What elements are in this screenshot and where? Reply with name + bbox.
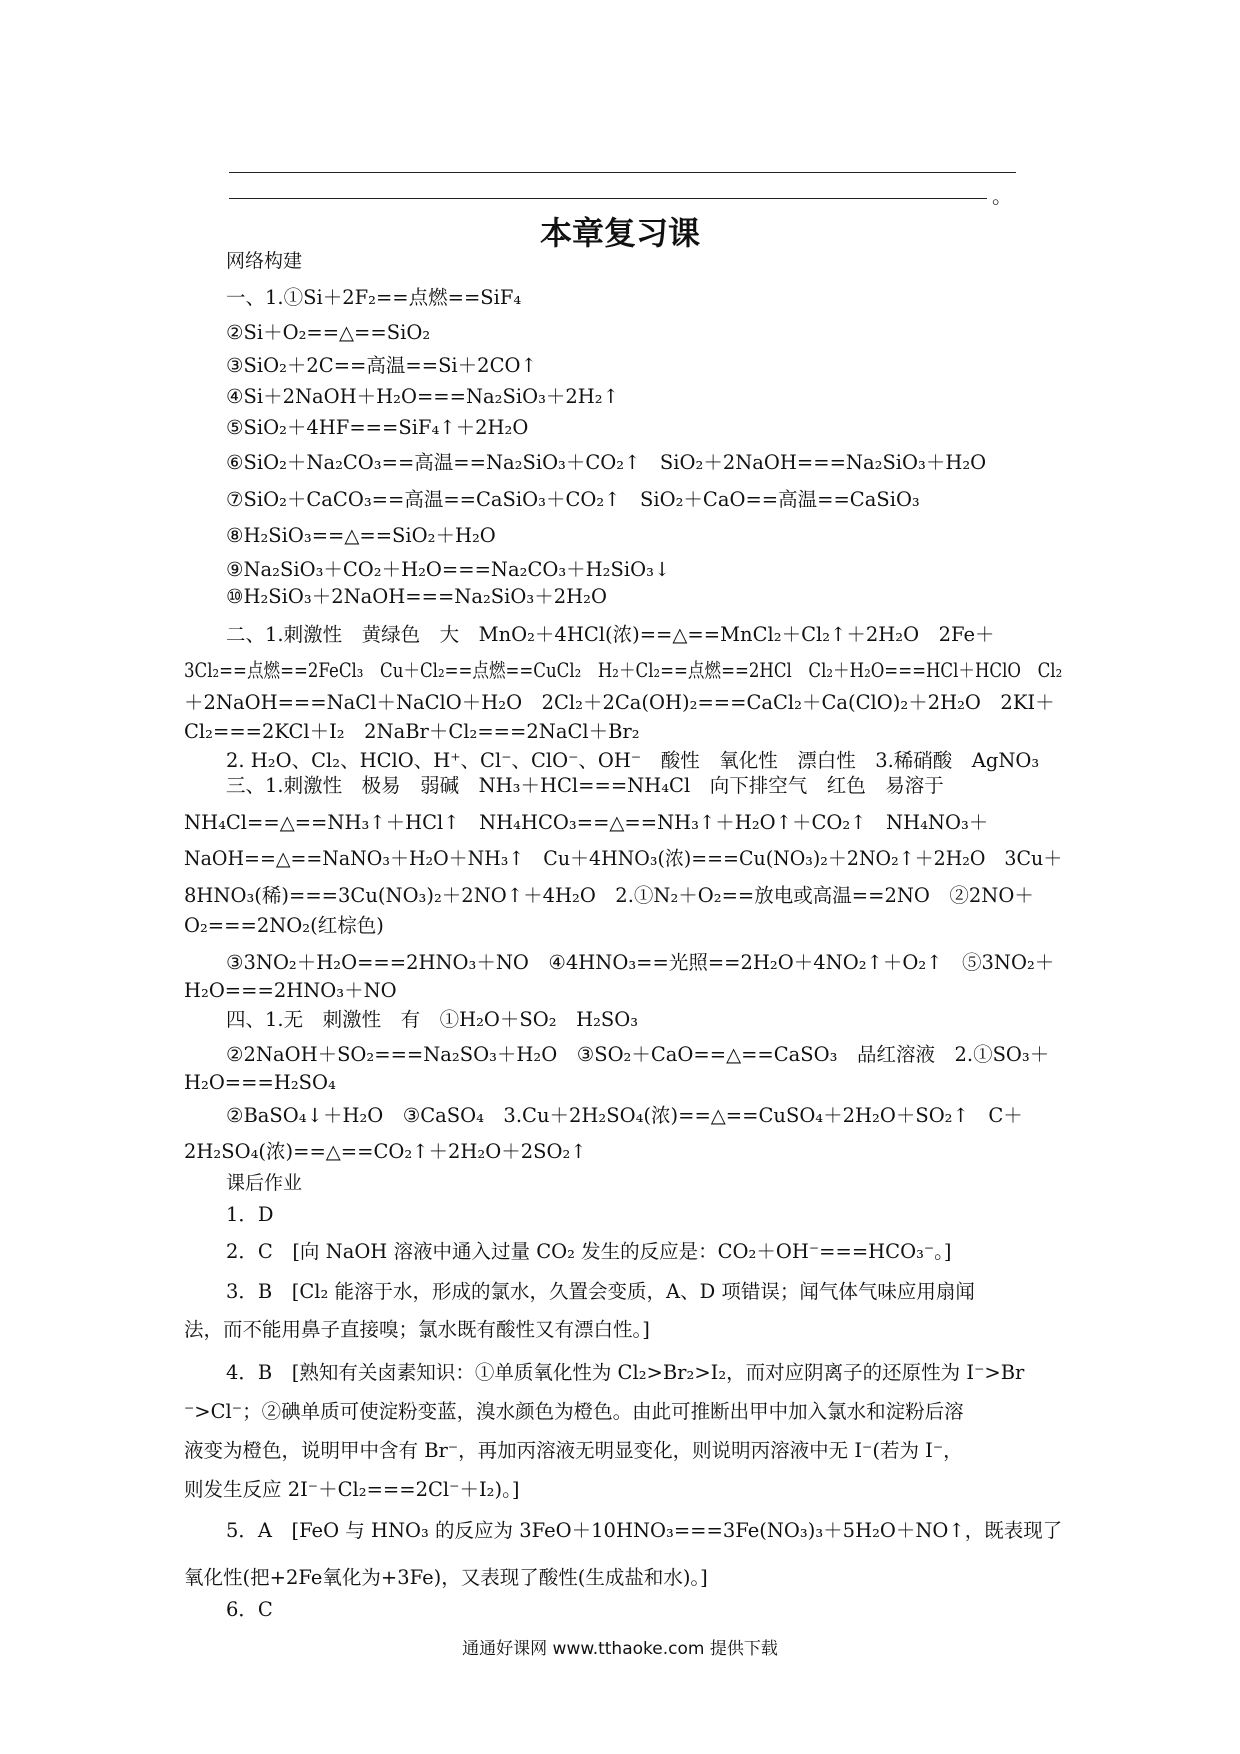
content-line: O₂===2NO₂(红棕色) <box>184 914 384 937</box>
answer-line: 氧化性(把+2Fe氧化为+3Fe)，又表现了酸性(生成盐和水)。] <box>184 1566 708 1589</box>
answer-line: 2．C [向 NaOH 溶液中通入过量 CO₂ 发生的反应是：CO₂＋OH⁻===HCO₃⁻。] <box>226 1240 952 1263</box>
section-label-network: 网络构建 <box>226 250 303 272</box>
content-line: 一、1.①Si＋2F₂==点燃==SiF₄ <box>226 286 522 309</box>
content-line: Cl₂===2KCl＋I₂ 2NaBr＋Cl₂===2NaCl＋Br₂ <box>184 720 640 743</box>
section-label-homework: 课后作业 <box>226 1172 303 1194</box>
content-line: 3Cl₂==点燃==2FeCl₃ Cu＋Cl₂==点燃==CuCl₂ H₂＋Cl₂==点燃==2HCl Cl₂＋H₂O===HCl＋HClO Cl₂ <box>184 659 1063 682</box>
content-line: NaOH==△==NaNO₃＋H₂O＋NH₃↑ Cu＋4HNO₃(浓)===Cu(NO₃)₂＋2NO₂↑＋2H₂O 3Cu＋ <box>184 847 1063 870</box>
content-line: 2H₂SO₄(浓)==△==CO₂↑＋2H₂O＋2SO₂↑ <box>184 1140 587 1163</box>
content-line: ③3NO₂＋H₂O===2HNO₃＋NO ④4HNO₃==光照==2H₂O＋4NO₂↑＋O₂↑ ⑤3NO₂＋ <box>226 951 1055 974</box>
answer-line: 6．C <box>226 1598 273 1621</box>
answer-line: 5．A [FeO 与 HNO₃ 的反应为 3FeO＋10HNO₃===3Fe(NO₃)₃＋5H₂O＋NO↑，既表现了 <box>226 1519 1063 1542</box>
content-line: ⑧H₂SiO₃==△==SiO₂＋H₂O <box>226 524 496 547</box>
content-line: H₂O===H₂SO₄ <box>184 1071 336 1094</box>
content-line: ＋2NaOH===NaCl＋NaClO＋H₂O 2Cl₂＋2Ca(OH)₂===CaCl₂＋Ca(ClO)₂＋2H₂O 2KI＋ <box>184 691 1055 714</box>
answer-line: 3．B [Cl₂ 能溶于水，形成的氯水，久置会变质，A、D 项错误；闻气体气味应用扇闻 <box>226 1280 975 1303</box>
content-line: ⑨Na₂SiO₃＋CO₂＋H₂O===Na₂CO₃＋H₂SiO₃↓ <box>226 558 671 581</box>
content-line: 2. H₂O、Cl₂、HClO、H⁺、Cl⁻、ClO⁻、OH⁻ 酸性 氧化性 漂白性 3.稀硝酸 AgNO₃ <box>226 749 1040 772</box>
content-line: ②BaSO₄↓＋H₂O ③CaSO₄ 3.Cu＋2H₂SO₄(浓)==△==CuSO₄＋2H₂O＋SO₂↑ C＋ <box>226 1104 1023 1127</box>
answer-line: 4．B [熟知有关卤素知识：①单质氧化性为 Cl₂>Br₂>I₂，而对应阴离子的还原性为 I⁻>Br <box>226 1361 1025 1384</box>
content-line: 四、1.无 刺激性 有 ①H₂O＋SO₂ H₂SO₃ <box>226 1008 639 1031</box>
answer-blank-line-2 <box>229 198 987 199</box>
content-line: ③SiO₂＋2C==高温==Si＋2CO↑ <box>226 354 537 377</box>
content-line: ⑤SiO₂＋4HF===SiF₄↑＋2H₂O <box>226 416 529 439</box>
content-line: ⑥SiO₂＋Na₂CO₃==高温==Na₂SiO₃＋CO₂↑ SiO₂＋2NaOH===Na₂SiO₃＋H₂O <box>226 451 987 474</box>
content-line: H₂O===2HNO₃＋NO <box>184 979 397 1002</box>
end-mark: 。 <box>992 184 1012 208</box>
content-line: ②Si＋O₂==△==SiO₂ <box>226 321 431 344</box>
content-line: ②2NaOH＋SO₂===Na₂SO₃＋H₂O ③SO₂＋CaO==△==CaSO₃ 品红溶液 2.①SO₃＋ <box>226 1043 1050 1066</box>
content-line: ⑦SiO₂＋CaCO₃==高温==CaSiO₃＋CO₂↑ SiO₂＋CaO==高温==CaSiO₃ <box>226 488 920 511</box>
content-line: 三、1.刺激性 极易 弱碱 NH₃＋HCl===NH₄Cl 向下排空气 红色 易溶于 <box>226 774 944 797</box>
content-line: 二、1.刺激性 黄绿色 大 MnO₂＋4HCl(浓)==△==MnCl₂＋Cl₂↑＋2H₂O 2Fe＋ <box>226 623 995 646</box>
answer-line: 1．D <box>226 1203 274 1226</box>
answer-line: 则发生反应 2I⁻＋Cl₂===2Cl⁻＋I₂)。] <box>184 1478 520 1501</box>
answer-blank-line-1 <box>229 172 1016 173</box>
answer-line: 法，而不能用鼻子直接嗅；氯水既有酸性又有漂白性。] <box>184 1318 650 1341</box>
page-footer: 通通好课网 www.tthaoke.com 提供下载 <box>462 1639 778 1659</box>
content-line: NH₄Cl==△==NH₃↑＋HCl↑ NH₄HCO₃==△==NH₃↑＋H₂O↑＋CO₂↑ NH₄NO₃＋ <box>184 811 989 834</box>
page-title: 本章复习课 <box>539 214 700 252</box>
answer-line: ⁻>Cl⁻；②碘单质可使淀粉变蓝，溴水颜色为橙色。由此可推断出甲中加入氯水和淀粉后溶 <box>184 1400 964 1423</box>
answer-line: 液变为橙色，说明甲中含有 Br⁻，再加丙溶液无明显变化，则说明丙溶液中无 I⁻(若为 I⁻， <box>184 1439 963 1462</box>
content-line: ④Si＋2NaOH＋H₂O===Na₂SiO₃＋2H₂↑ <box>226 385 619 408</box>
content-line: ⑩H₂SiO₃＋2NaOH===Na₂SiO₃＋2H₂O <box>226 585 607 608</box>
content-line: 8HNO₃(稀)===3Cu(NO₃)₂＋2NO↑＋4H₂O 2.①N₂＋O₂==放电或高温==2NO ②2NO＋ <box>184 884 1034 907</box>
